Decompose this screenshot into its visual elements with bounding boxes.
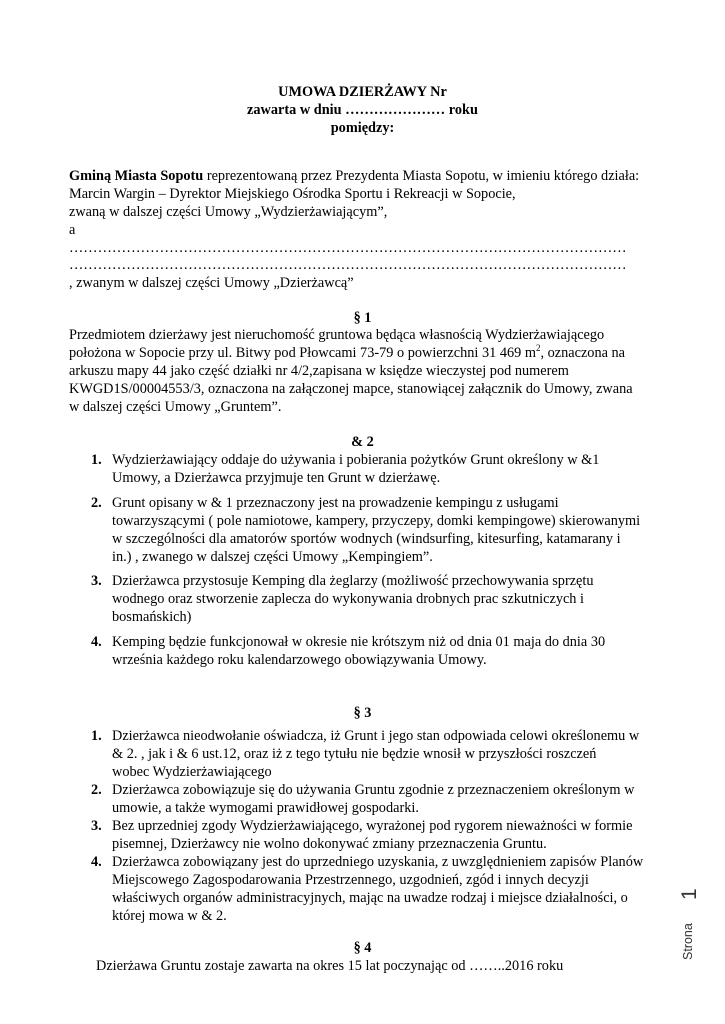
list-number: 3.: [91, 573, 102, 589]
section1-line4: KWGD1S/00004553/3, oznaczona na załączonej mapce, stanowiącej załącznik do Umowy, zwana: [69, 381, 633, 397]
party1-rest: reprezentowaną przez Prezydenta Miasta Sopotu, w imieniu którego działa:: [203, 168, 640, 184]
list-item-line: września każdego roku kalendarzowego obowiązywania Umowy.: [112, 652, 487, 668]
list-item-line: in.) , zwanego w dalszej części Umowy „Kempingiem”.: [112, 549, 433, 565]
list-number: 1.: [91, 728, 102, 744]
section1-heading: § 1: [353, 310, 372, 326]
section4-line1: Dzierżawa Gruntu zostaje zawarta na okres 15 lat poczynając od ……..2016 roku: [96, 958, 564, 974]
section1-line2-b: , oznaczona na: [540, 345, 626, 361]
list-number: 4.: [91, 634, 102, 650]
list-item-line: wobec Wydzierżawiającego: [112, 764, 272, 780]
list-number: 3.: [91, 818, 102, 834]
party2-line: , zwanym w dalszej części Umowy „Dzierżawcą”: [69, 275, 354, 291]
list-item-line: & 2. , jak i & 6 ust.12, oraz iż z tego tytułu nie będzie wnosił w przyszłości roszczeń: [112, 746, 597, 762]
page-number: 1: [678, 888, 701, 900]
party1-line2: Marcin Wargin – Dyrektor Miejskiego Ośrodka Sportu i Rekreacji w Sopocie,: [69, 186, 516, 202]
list-item-line: Grunt opisany w & 1 przeznaczony jest na prowadzenie kempingu z usługami: [112, 495, 559, 511]
section1-line2: [69, 344, 625, 362]
list-item-line: Dzierżawca nieodwołanie oświadcza, iż Grunt i jego stan odpowiada celowi określonemu w: [112, 728, 640, 744]
list-item-line: Dzierżawca zobowiązany jest do uprzedniego uzyskania, z uwzględnieniem zapisów Planów: [112, 854, 644, 870]
list-item-line: towarzyszącymi ( pole namiotowe, kampery, przyczepy, domki kempingowe) skierowanymi: [112, 513, 641, 529]
section2-heading: & 2: [351, 434, 374, 450]
list-item-line: Dzierżawca przystosuje Kemping dla żeglarzy (możliwość przechowywania sprzętu: [112, 573, 594, 589]
list-item-line: Wydzierżawiający oddaje do używania i pobierania pożytków Grunt określony w &1: [112, 452, 600, 468]
section3-heading: § 3: [353, 705, 372, 721]
list-item-line: pisemnej, Dzierżawcy nie wolno dokonywać zmiany przeznaczenia Gruntu.: [112, 836, 547, 852]
list-item-line: Dzierżawca zobowiązuje się do używania Gruntu zgodnie z przeznaczeniem określonym w: [112, 782, 635, 798]
page-label: Strona: [681, 923, 695, 960]
and-label: a: [69, 222, 76, 238]
list-number: 4.: [91, 854, 102, 870]
party1-line3: zwaną w dalszej części Umowy „Wydzierżawiającym”,: [69, 204, 388, 220]
list-item-line: Miejscowego Zagospodarowania Przestrzennego, uzgodnień, zgód i innych decyzji: [112, 872, 589, 888]
list-item-line: Umowy, a Dzierżawca przyjmuje ten Grunt w dzierżawę.: [112, 470, 441, 486]
section1-line5: w dalszej części Umowy „Gruntem”.: [69, 399, 282, 415]
list-number: 2.: [91, 495, 102, 511]
between-label: pomiędzy:: [330, 120, 395, 136]
list-item-line: bosmańskich): [112, 609, 192, 625]
party1-name: Gminą Miasta Sopotu: [69, 168, 204, 184]
contract-date-line: zawarta w dniu ………………… roku: [247, 102, 478, 118]
section4-heading: § 4: [353, 940, 372, 956]
list-item-line: właściwych organów administracyjnych, mając na uwadze rodzaj i miejsce działalności, o: [112, 890, 628, 906]
list-number: 1.: [91, 452, 102, 468]
list-item-line: wodnego oraz stworzenie zaplecza do wykonywania drobnych prac szkutniczych i: [112, 591, 585, 607]
section1-line3: arkuszu mapy 44 jako część działki nr 4/2,zapisana w księdze wieczystej pod numerem: [69, 363, 569, 379]
section1-line2-a: położona w Sopocie przy ul. Bitwy pod Płowcami 73-79 o powierzchni 31 469 m: [69, 345, 536, 361]
list-item-line: Kemping będzie funkcjonował w okresie nie krótszym niż od dnia 01 maja do dnia 30: [112, 634, 606, 650]
list-item-line: Bez uprzedniej zgody Wydzierżawiającego, wyrażonej pod rygorem nieważności w formie: [112, 818, 633, 834]
party2-dots-line1: ………………………………………………………………………………………………………: [69, 240, 627, 256]
list-item-line: której mowa w & 2.: [112, 908, 227, 924]
list-item-line: w szczególności dla amatorów sportów wodnych (windsurfing, kitesurfing, katamarany i: [112, 531, 621, 547]
contract-title: UMOWA DZIERŻAWY Nr: [278, 84, 447, 100]
section1-line1: Przedmiotem dzierżawy jest nieruchomość gruntowa będąca własnością Wydzierżawiającego: [69, 327, 605, 343]
list-item-line: umowie, a także wymogami prawidłowej gospodarki.: [112, 800, 419, 816]
area-unit-superscript: 2: [535, 343, 541, 354]
list-number: 2.: [91, 782, 102, 798]
party1-line1: [69, 167, 639, 185]
party2-dots-line2: ………………………………………………………………………………………………………: [69, 257, 627, 273]
